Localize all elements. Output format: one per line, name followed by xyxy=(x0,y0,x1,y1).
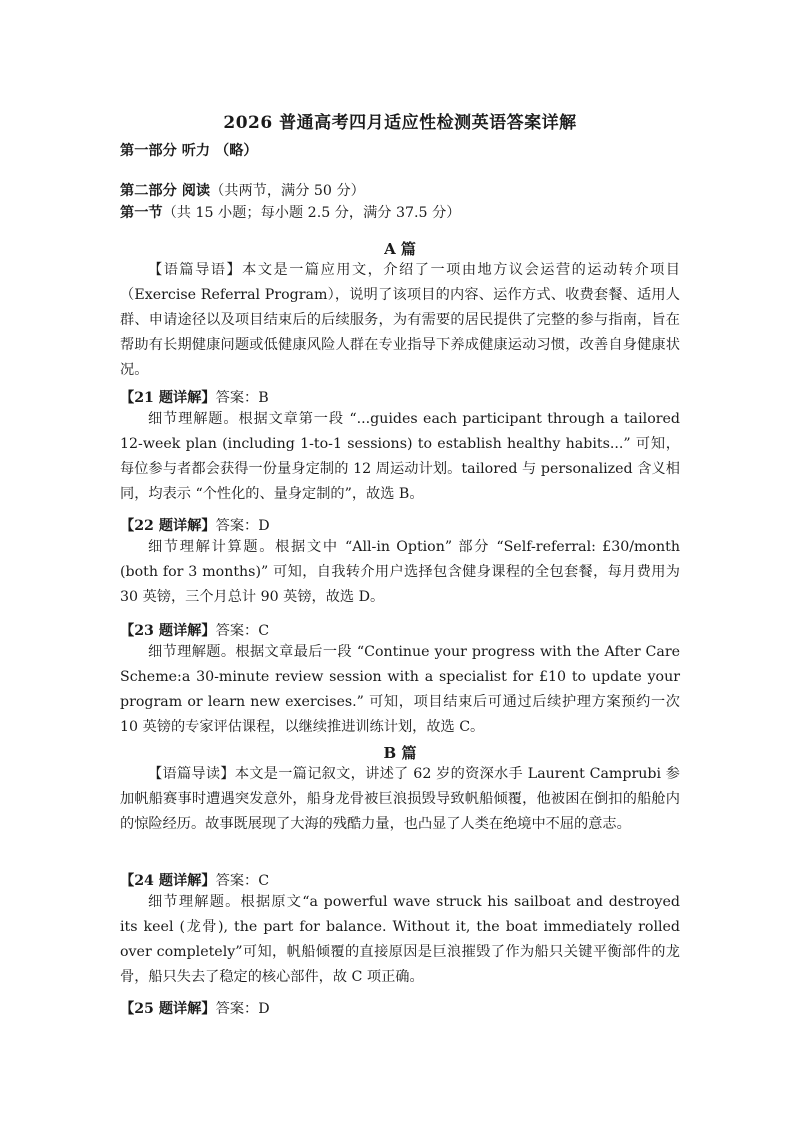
q21-answer: 答案：B xyxy=(215,390,269,406)
passage-a-heading: A 篇 xyxy=(384,240,416,258)
q23-explanation: 细节理解题。根据文章最后一段 “Continue your progress with the After Care Scheme:a 30-minute review session with a specialist for £10 to update your program or learn new exercises.” 可知，项目结束后可通过后续护理方案预约一次 10 英镑的专家评估课程，以继续推进训练计划，故选 C。 xyxy=(120,644,680,735)
q24-label: 【24 题详解】 xyxy=(120,873,216,889)
section1-detail: （共 15 小题；每小题 2.5 分，满分 37.5 分） xyxy=(162,205,461,221)
q25-answer: 答案：D xyxy=(215,1001,270,1017)
q22-answer: 答案：D xyxy=(215,518,270,534)
q25-header xyxy=(120,998,680,1018)
q23-label: 【23 题详解】 xyxy=(120,623,216,639)
q24-answer: 答案：C xyxy=(215,873,270,889)
section1-label: 第一节 xyxy=(120,205,163,221)
q21-explanation: 细节理解题。根据文章第一段 “...guides each participant through a tailored 12-week plan (including 1-to-1 sessions) to establish healthy habits...” 可知，每位参与者都会获得一份量身定制的 12 周运动计划。tailored 与 personalized 含义相同，均表示 “个性化的、量身定制的”，故选 B。 xyxy=(120,411,680,502)
passage-a-intro-text: 本文是一篇应用文，介绍了一项由地方议会运营的运动转介项目（Exercise Referral Program），说明了该项目的内容、运作方式、收费套餐、适用人群、申请途径以及项目结束后的后续服务，为有需要的居民提供了完整的参与指南，旨在帮助有长期健康问题或低健康风险人群在专业指导下养成健康运动习惯，改善自身健康状况。 xyxy=(120,262,680,378)
part2-heading xyxy=(120,180,680,200)
q22-explanation: 细节理解计算题。根据文中 “All-in Option” 部分 “Self-referral: £30/month (both for 3 months)” 可知，自我转介用户选择包含健身课程的全包套餐，每月费用为 30 英镑，三个月总计 90 英镑，故选 D。 xyxy=(120,539,680,605)
section1-heading xyxy=(120,202,680,222)
part2-label: 第二部分 阅读 xyxy=(120,183,211,199)
passage-a-intro-label: 【语篇导语】 xyxy=(148,262,243,278)
part1-heading: 第一部分 听力 （略） xyxy=(120,143,258,159)
q21-label: 【21 题详解】 xyxy=(120,390,216,406)
q23-answer: 答案：C xyxy=(215,623,270,639)
q24-header xyxy=(120,870,680,890)
q22-header xyxy=(120,515,680,535)
document-title: 2026 普通高考四月适应性检测英语答案详解 xyxy=(223,113,577,133)
part2-detail: （共两节，满分 50 分） xyxy=(210,183,365,199)
passage-b-intro-label: 【语篇导读】 xyxy=(148,766,235,782)
passage-b-heading: B 篇 xyxy=(383,744,417,762)
passage-b-intro-text: 本文是一篇记叙文，讲述了 62 岁的资深水手 Laurent Camprubi 参加帆船赛事时遭遇突发意外，船身龙骨被巨浪损毁导致帆船倾覆，他被困在倒扣的船舱内的惊险经历。故事既展现了大海的残酷力量，也凸显了人类在绝境中不屈的意志。 xyxy=(120,766,680,832)
q22-label: 【22 题详解】 xyxy=(120,518,216,534)
passage-b-intro xyxy=(120,762,680,837)
passage-a-intro xyxy=(120,258,680,383)
q21-header xyxy=(120,387,680,407)
q23-header xyxy=(120,620,680,640)
q24-explanation: 细节理解题。根据原文“a powerful wave struck his sailboat and destroyed its keel (龙骨), the part for balance. Without it, the boat immediately rolled over completely”可知，帆船倾覆的直接原因是巨浪摧毁了作为船只关键平衡部件的龙骨，船只失去了稳定的核心部件，故 C 项正确。 xyxy=(120,894,680,985)
q25-label: 【25 题详解】 xyxy=(120,1001,216,1017)
